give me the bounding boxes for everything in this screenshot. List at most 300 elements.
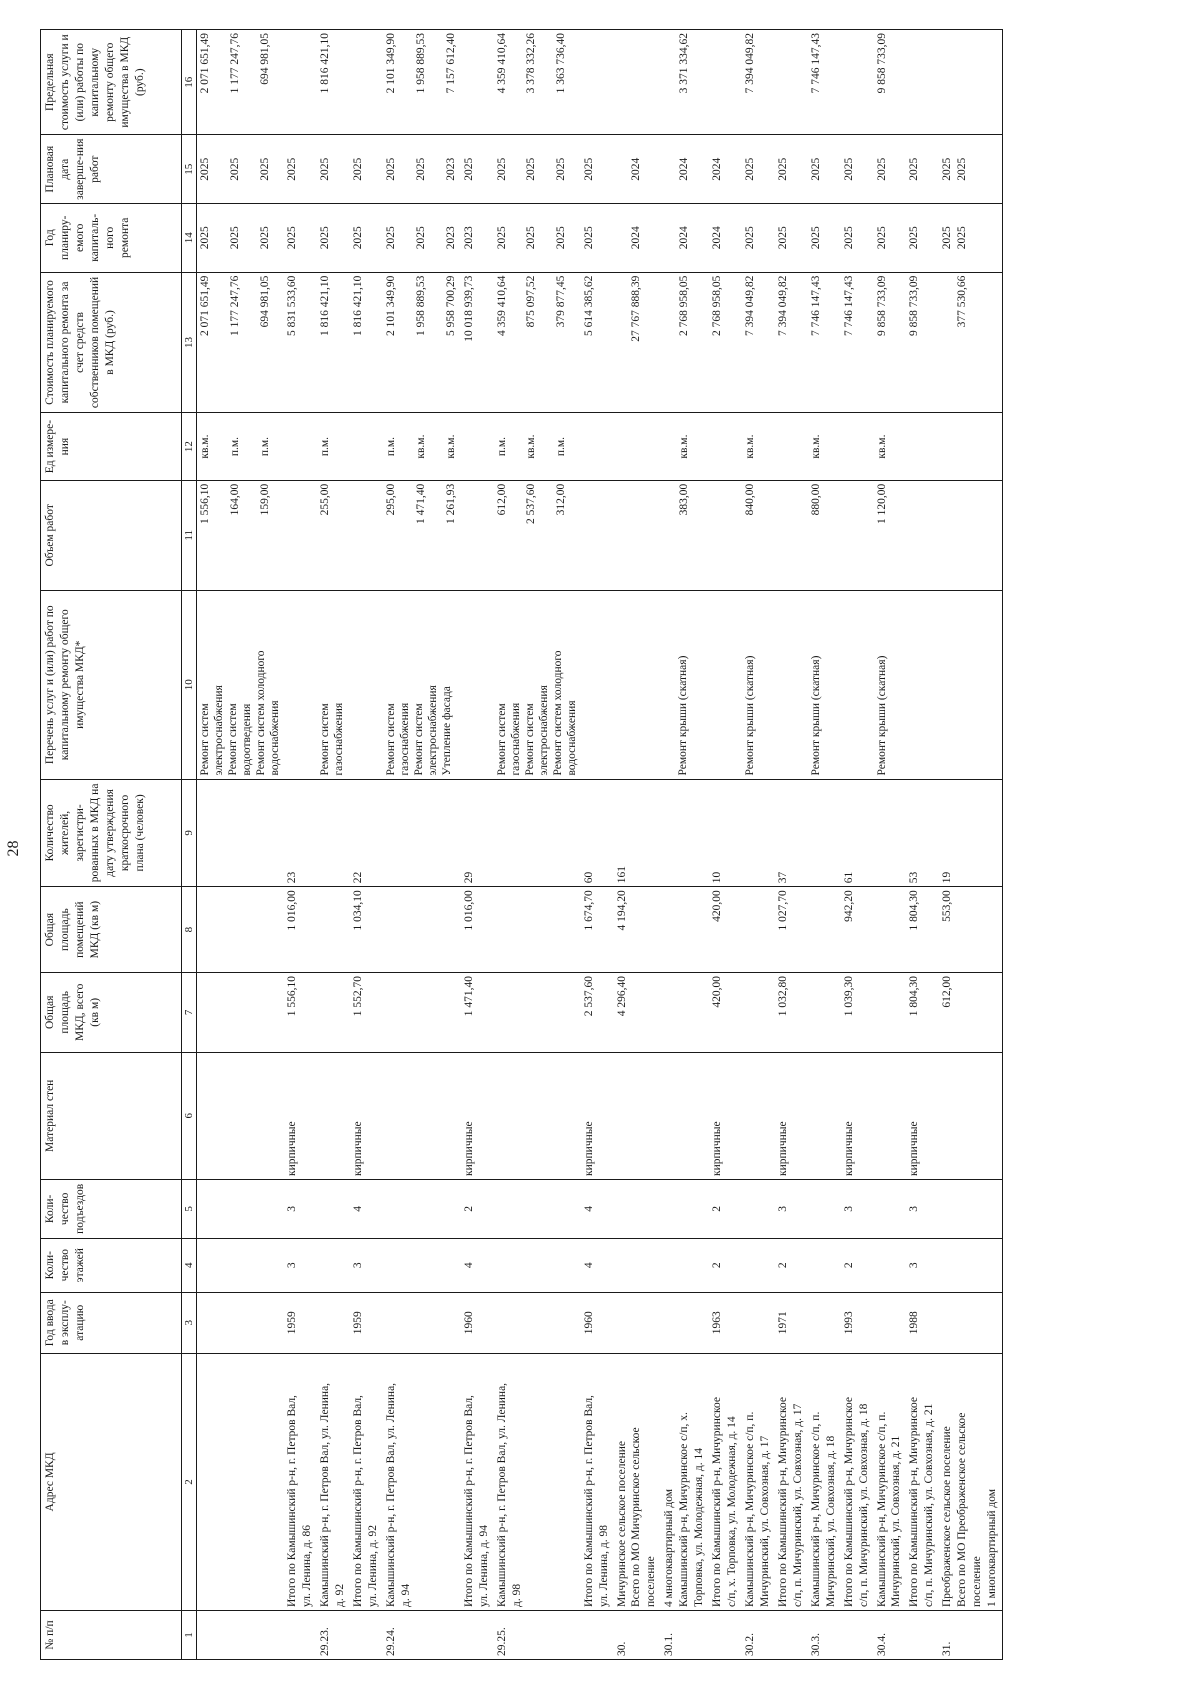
completion-date-line: 2025 (319, 157, 332, 181)
unit-line (662, 416, 677, 476)
total-area: 1 032,80 (775, 973, 808, 1053)
table-row (906, 30, 939, 1660)
premises-area (494, 887, 581, 973)
header-cell: Количество жителей, зарегистри-рованных в МКД на дату утверждения краткосрочного плана (человек) (41, 779, 182, 887)
residents-count: 53 (906, 779, 939, 887)
completion-date (317, 135, 350, 204)
repair-year (808, 203, 841, 272)
repair-year-line: 2025 (875, 226, 888, 250)
repair-year-line: 2025 (956, 226, 969, 250)
floors-count: 4 (581, 1238, 614, 1292)
address-cell (808, 1353, 841, 1610)
unit-line: кв.м. (525, 434, 538, 459)
row-number (906, 1611, 939, 1660)
address-cell-line: Итого по Камышинский р-н, г. Петров Вал, (352, 1395, 365, 1608)
address-cell-line: с/п, п. Мичуринский, ул. Совхозная, д. 18 (857, 1403, 870, 1608)
repair-year (581, 203, 614, 272)
wall-material (494, 1052, 581, 1179)
premises-area: 942,20 (841, 887, 874, 973)
floors-count: 3 (284, 1238, 317, 1292)
max-cost-line: 7 746 147,43 (809, 33, 822, 94)
table-row (383, 30, 461, 1660)
works-list-line: газоснабжения (333, 702, 346, 776)
repair-cost-line: 694 981,05 (259, 275, 272, 328)
address-cell-line: д. 92 (334, 1583, 347, 1608)
completion-date-line: 2025 (385, 157, 398, 181)
completion-date (197, 135, 285, 204)
table-row (494, 30, 581, 1660)
work-volume-line: 1 471,40 (414, 483, 427, 524)
completion-date-line: 2023 (444, 157, 457, 181)
works-list-line: Ремонт крыши (скатная) (677, 655, 690, 776)
entrances-count (661, 1179, 709, 1238)
repair-cost-line: 10 018 939,73 (462, 275, 475, 342)
max-cost (383, 30, 461, 135)
table-body (197, 30, 1003, 1660)
column-number-row (182, 30, 197, 1660)
residents-count (494, 779, 581, 887)
works-list (614, 590, 662, 779)
max-cost (494, 30, 581, 135)
completion-date-line: 2025 (908, 157, 921, 181)
row-number: 29.24. (383, 1611, 461, 1660)
work-volume-line: 880,00 (809, 483, 822, 516)
repair-cost (939, 272, 1002, 413)
unit (461, 413, 494, 480)
residents-count (197, 779, 285, 887)
repair-year-line: 2025 (809, 226, 822, 250)
repair-cost-line: 9 858 733,09 (875, 275, 888, 336)
capital-repair-table (40, 29, 1003, 1660)
works-list-line: Ремонт систем (319, 703, 332, 776)
repair-year (906, 203, 939, 272)
column-number: 8 (182, 887, 197, 973)
unit (350, 413, 383, 480)
total-area (808, 973, 841, 1053)
repair-cost-line (429, 276, 444, 410)
completion-date-line: 2025 (352, 157, 365, 181)
address-cell (841, 1353, 874, 1610)
repair-year (197, 203, 285, 272)
premises-area: 1 016,00 (461, 887, 494, 973)
header-cell: Общая площадь МКД, всего (кв м) (41, 973, 182, 1053)
unit (284, 413, 317, 480)
max-cost (350, 30, 383, 135)
header-cell: Адрес МКД (41, 1353, 182, 1610)
entrances-count (939, 1179, 1002, 1238)
year-built (661, 1292, 709, 1353)
address-cell-line: Итого по Камышинский р-н, Мичуринское (711, 1397, 724, 1608)
repair-year (841, 203, 874, 272)
header-cell: Год ввода в эксплу-атацию (41, 1292, 182, 1353)
work-volume (383, 480, 461, 590)
premises-area (383, 887, 461, 973)
year-built: 1959 (284, 1292, 317, 1353)
work-volume (581, 480, 614, 590)
premises-area: 1 016,00 (284, 887, 317, 973)
address-cell-line: с/п, х. Торповка, ул. Молодежная, д. 14 (726, 1416, 739, 1608)
total-area: 1 552,70 (350, 973, 383, 1053)
repair-year (614, 203, 662, 272)
address-cell-line: поселение (645, 1556, 658, 1608)
total-area: 420,00 (709, 973, 742, 1053)
address-cell-line: ул. Ленина, д. 98 (597, 1525, 610, 1608)
completion-date-line (213, 138, 228, 200)
repair-year-line: 2024 (711, 226, 724, 250)
repair-year-line: 2023 (462, 226, 475, 250)
header-cell: Перечень услуг и (или) работ по капитальному ремонту общего имущества МКД* (41, 590, 182, 779)
floors-count: 2 (775, 1238, 808, 1292)
repair-year-line (429, 207, 444, 269)
premises-area (197, 887, 285, 973)
works-list-line: водоотведения (241, 703, 254, 776)
work-volume (197, 480, 285, 590)
repair-year-line (213, 207, 228, 269)
completion-date (775, 135, 808, 204)
completion-date (808, 135, 841, 204)
work-volume-line: 1 261,93 (444, 483, 457, 524)
year-built: 1960 (461, 1292, 494, 1353)
column-number: 15 (182, 135, 197, 204)
works-list-line: водоснабжения (269, 700, 282, 776)
address-cell-line: Итого по Камышинский р-н, Мичуринское (842, 1397, 855, 1608)
max-cost-line (510, 33, 525, 131)
unit-line (399, 416, 414, 476)
unit-line: п.м. (229, 436, 242, 457)
repair-year (461, 203, 494, 272)
works-list (661, 590, 709, 779)
residents-count (383, 779, 461, 887)
repair-year (661, 203, 709, 272)
wall-material: кирпичные (461, 1052, 494, 1179)
completion-date-line: 2025 (744, 157, 757, 181)
repair-cost (874, 272, 907, 413)
table-row (742, 30, 775, 1660)
floors-count: 4 (461, 1238, 494, 1292)
floors-count (874, 1238, 907, 1292)
work-volume-line: 164,00 (229, 483, 242, 516)
repair-year-line: 2025 (908, 226, 921, 250)
entrances-count (808, 1179, 841, 1238)
work-volume-line: 2 537,60 (525, 483, 538, 524)
wall-material (614, 1052, 662, 1179)
unit (383, 413, 461, 480)
work-volume (775, 480, 808, 590)
works-list-line: Ремонт систем (523, 703, 536, 776)
floors-count (494, 1238, 581, 1292)
works-list (581, 590, 614, 779)
repair-cost-line: 5 831 533,60 (286, 275, 299, 336)
unit (808, 413, 841, 480)
premises-area: 553,00 (939, 887, 1002, 973)
floors-count (197, 1238, 285, 1292)
completion-date-line: 2025 (525, 157, 538, 181)
repair-year-line: 2023 (444, 226, 457, 250)
row-number: 29.25. (494, 1611, 581, 1660)
completion-date-line: 2025 (286, 157, 299, 181)
repair-cost-line (510, 276, 525, 410)
max-cost (808, 30, 841, 135)
works-list-line: водоснабжения (565, 700, 578, 776)
address-cell-line: д. 94 (399, 1583, 412, 1608)
year-built: 1960 (581, 1292, 614, 1353)
repair-cost-line: 4 359 410,64 (495, 275, 508, 336)
works-list-line: Ремонт систем (385, 703, 398, 776)
address-cell-line: Камышинский р-н, г. Петров Вал, ул. Ленина, (495, 1382, 508, 1608)
works-list (775, 590, 808, 779)
repair-year-line: 2025 (259, 226, 272, 250)
entrances-count: 4 (581, 1179, 614, 1238)
table-row (581, 30, 614, 1660)
row-number: 30.1. (661, 1611, 709, 1660)
max-cost (317, 30, 350, 135)
max-cost-line: 1 177 247,76 (229, 33, 242, 94)
repair-year-line: 2025 (776, 226, 789, 250)
unit-line (429, 416, 444, 476)
row-number (581, 1611, 614, 1660)
address-cell-line: ул. Ленина, д. 86 (301, 1525, 314, 1608)
total-area: 2 537,60 (581, 973, 614, 1053)
total-area (383, 973, 461, 1053)
repair-year-line: 2025 (199, 226, 212, 250)
address-cell-line: Итого по Камышинский р-н, г. Петров Вал, (286, 1395, 299, 1608)
table-row (197, 30, 285, 1660)
completion-date-line (510, 138, 525, 200)
address-cell-line: Мичуринский, ул. Совхозная, д. 21 (890, 1435, 903, 1608)
work-volume-line (429, 484, 444, 587)
repair-cost-line: 1 816 421,10 (319, 275, 332, 336)
repair-cost-line (243, 276, 258, 410)
header-cell: Общая площадь помещений МКД (кв м) (41, 887, 182, 973)
address-cell-line: Камышинский р-н, Мичуринское с/п, х. (678, 1412, 691, 1608)
total-area (317, 973, 350, 1053)
repair-cost-line: 7 394 049,82 (776, 275, 789, 336)
completion-date-line: 2025 (776, 157, 789, 181)
work-volume-line: 1 556,10 (199, 483, 212, 524)
entrances-count: 3 (284, 1179, 317, 1238)
total-area (494, 973, 581, 1053)
total-area: 1 471,40 (461, 973, 494, 1053)
repair-cost-line: 27 767 888,39 (630, 275, 643, 342)
address-cell-line: Камышинский р-н, г. Петров Вал, ул. Ленина, (319, 1382, 332, 1608)
unit-line: п.м. (259, 436, 272, 457)
max-cost-line: 1 958 889,53 (414, 33, 427, 94)
row-number (709, 1611, 742, 1660)
max-cost (742, 30, 775, 135)
repair-cost (906, 272, 939, 413)
column-number: 6 (182, 1052, 197, 1179)
completion-date (661, 135, 709, 204)
row-number (461, 1611, 494, 1660)
work-volume-line: 612,00 (495, 483, 508, 516)
works-list-line: Ремонт систем (413, 703, 426, 776)
works-list-line (662, 594, 676, 776)
entrances-count (383, 1179, 461, 1238)
premises-area (317, 887, 350, 973)
premises-area: 1 027,70 (775, 887, 808, 973)
repair-year-line (243, 207, 258, 269)
max-cost (709, 30, 742, 135)
residents-count: 19 (939, 779, 1002, 887)
table-row (874, 30, 907, 1660)
unit-line (539, 416, 554, 476)
residents-count (874, 779, 907, 887)
completion-date-line: 2025 (229, 157, 242, 181)
works-list (874, 590, 907, 779)
max-cost (841, 30, 874, 135)
table-row (841, 30, 874, 1660)
header-cell: Коли-чество этажей (41, 1238, 182, 1292)
completion-date (581, 135, 614, 204)
address-cell (742, 1353, 775, 1610)
repair-cost (350, 272, 383, 413)
works-list (350, 590, 383, 779)
total-area: 1 804,30 (906, 973, 939, 1053)
address-cell (350, 1353, 383, 1610)
wall-material: кирпичные (841, 1052, 874, 1179)
header-cell: Материал стен (41, 1052, 182, 1179)
column-number: 3 (182, 1292, 197, 1353)
unit-line: п.м. (495, 436, 508, 457)
wall-material (197, 1052, 285, 1179)
column-number: 13 (182, 272, 197, 413)
total-area (742, 973, 775, 1053)
address-cell-line: Мичуринское сельское поселение (615, 1440, 628, 1608)
max-cost-line: 3 371 334,62 (678, 33, 691, 94)
address-cell (874, 1353, 907, 1610)
repair-year (775, 203, 808, 272)
completion-date-line (539, 138, 554, 200)
repair-cost (461, 272, 494, 413)
repair-year-line (615, 207, 630, 269)
repair-year-line (662, 207, 677, 269)
repair-cost (841, 272, 874, 413)
wall-material: кирпичные (709, 1052, 742, 1179)
entrances-count (742, 1179, 775, 1238)
completion-date-line: 2025 (414, 157, 427, 181)
repair-cost-line: 9 858 733,09 (908, 275, 921, 336)
completion-date-line (243, 138, 258, 200)
floors-count (383, 1238, 461, 1292)
works-list-line: электроснабжения (213, 685, 226, 776)
year-built (317, 1292, 350, 1353)
max-cost-line: 7 157 612,40 (444, 33, 457, 94)
floors-count (661, 1238, 709, 1292)
max-cost-line: 9 858 733,09 (875, 33, 888, 94)
completion-date-line: 2025 (956, 157, 969, 181)
max-cost (874, 30, 907, 135)
unit-line: кв.м. (744, 434, 757, 459)
address-cell (284, 1353, 317, 1610)
repair-year-line (510, 207, 525, 269)
repair-year-line: 2025 (495, 226, 508, 250)
wall-material: кирпичные (906, 1052, 939, 1179)
floors-count (742, 1238, 775, 1292)
works-list (808, 590, 841, 779)
work-volume-line (399, 484, 414, 587)
repair-cost-line: 7 746 147,43 (809, 275, 822, 336)
works-list (939, 590, 1002, 779)
repair-cost-line: 1 177 247,76 (229, 275, 242, 336)
max-cost-line (662, 33, 677, 131)
work-volume (350, 480, 383, 590)
repair-year-line: 2025 (744, 226, 757, 250)
works-list (317, 590, 350, 779)
repair-year (383, 203, 461, 272)
residents-count (742, 779, 775, 887)
completion-date-line (399, 138, 414, 200)
address-cell-line: Всего по МО Мичуринское сельское (630, 1427, 643, 1608)
floors-count (317, 1238, 350, 1292)
max-cost-line: 4 359 410,64 (495, 33, 508, 94)
residents-count: 60 (581, 779, 614, 887)
repair-cost-line: 1 816 421,10 (352, 275, 365, 336)
address-cell (197, 1353, 285, 1610)
entrances-count: 2 (461, 1179, 494, 1238)
repair-year (317, 203, 350, 272)
unit-line: п.м. (385, 436, 398, 457)
residents-count (661, 779, 709, 887)
unit-line: п.м. (555, 436, 568, 457)
header-cell: Плановая дата заверше-ния работ (41, 135, 182, 204)
repair-cost (284, 272, 317, 413)
address-cell-line: Преображенское сельское поселение (941, 1426, 954, 1608)
completion-date-line (429, 138, 444, 200)
table-row (808, 30, 841, 1660)
wall-material: кирпичные (775, 1052, 808, 1179)
entrances-count (874, 1179, 907, 1238)
repair-year (284, 203, 317, 272)
completion-date-line: 2025 (842, 157, 855, 181)
completion-date (350, 135, 383, 204)
completion-date (841, 135, 874, 204)
address-cell-line: 1 многоквартирный дом (986, 1488, 999, 1608)
unit-line (213, 416, 228, 476)
repair-year-line (539, 207, 554, 269)
row-number (841, 1611, 874, 1660)
repair-cost (742, 272, 775, 413)
address-cell-line: Мичуринский, ул. Совхозная, д. 17 (758, 1435, 771, 1608)
unit (775, 413, 808, 480)
address-cell-line: Итого по Камышинский р-н, г. Петров Вал, (462, 1395, 475, 1608)
column-number: 7 (182, 973, 197, 1053)
unit-line (510, 416, 525, 476)
address-cell-line: Всего по МО Преображенское сельское (956, 1412, 969, 1608)
works-list (841, 590, 874, 779)
repair-cost (383, 272, 461, 413)
entrances-count: 2 (709, 1179, 742, 1238)
residents-count: 61 (841, 779, 874, 887)
floors-count (808, 1238, 841, 1292)
work-volume-line: 383,00 (678, 483, 691, 516)
completion-date-line: 2025 (259, 157, 272, 181)
unit-line: кв.м. (444, 434, 457, 459)
works-list-line: Ремонт крыши (скатная) (744, 655, 757, 776)
max-cost (284, 30, 317, 135)
repair-cost (317, 272, 350, 413)
floors-count (939, 1238, 1002, 1292)
works-list (383, 590, 461, 779)
repair-cost-line (399, 276, 414, 410)
repair-year-line: 2025 (414, 226, 427, 250)
wall-material (742, 1052, 775, 1179)
max-cost-line (539, 33, 554, 131)
column-number: 16 (182, 30, 197, 135)
repair-cost (661, 272, 709, 413)
work-volume (742, 480, 775, 590)
completion-date-line: 2024 (678, 157, 691, 181)
work-volume (614, 480, 662, 590)
